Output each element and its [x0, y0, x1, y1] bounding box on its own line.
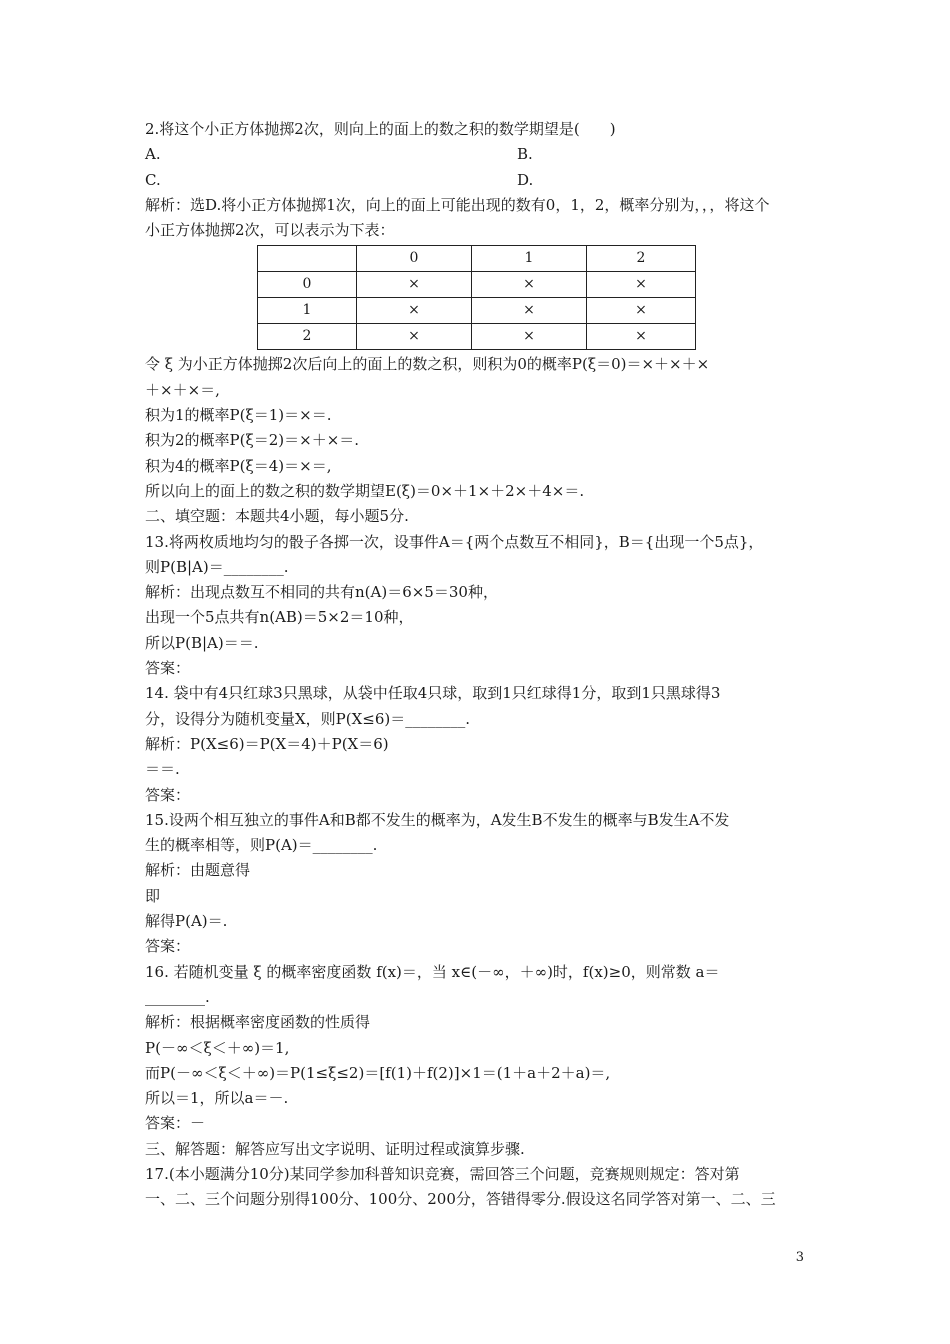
table-cell: 0: [357, 246, 472, 272]
option-a: A.: [145, 145, 161, 164]
solution-line: 解得P(A)＝.: [145, 912, 228, 931]
table-cell: 1: [258, 298, 357, 324]
solution-line: 所以向上的面上的数之积的数学期望E(ξ)＝0×＋1×＋2×＋4×＝.: [145, 481, 585, 500]
table-cell: ×: [472, 272, 587, 298]
solution-line: 解析：根据概率密度函数的性质得: [145, 1013, 371, 1032]
table-row: [258, 298, 696, 324]
solution-line: ＝＝.: [145, 760, 180, 779]
question-13-stem: 则P(B|A)＝________.: [145, 557, 289, 576]
solution-line: 所以＝1，所以a＝－.: [145, 1089, 289, 1108]
table-header-row: [258, 246, 696, 272]
solution-line: 解析：由题意得: [145, 861, 251, 880]
solution-line: 积为1的概率P(ξ＝1)＝×＝.: [145, 406, 332, 425]
table-cell: ×: [587, 324, 696, 350]
solution-line: 解析：P(X≤6)＝P(X＝4)＋P(X＝6): [145, 734, 389, 753]
table-cell: 0: [258, 272, 357, 298]
question-14-stem: 14. 袋中有4只红球3只黑球，从袋中任取4只球，取到1只红球得1分，取到1只黑球得3: [145, 684, 721, 703]
solution-line: 而P(－∞＜ξ＜＋∞)＝P(1≤ξ≤2)＝[f(1)＋f(2)]×1＝(1＋a＋2＋a)＝,: [145, 1063, 611, 1082]
solution-line: 解析：出现点数互不相同的共有n(A)＝6×5＝30种，: [145, 583, 498, 602]
option-c: C.: [145, 170, 161, 189]
question-16-stem: 16. 若随机变量 ξ 的概率密度函数 f(x)＝，当 x∈(－∞，＋∞)时，f(x)≥0，则常数 a＝: [145, 962, 720, 981]
table-cell: ×: [472, 298, 587, 324]
solution-line: 所以P(B|A)＝＝.: [145, 633, 259, 652]
table-cell: ×: [587, 298, 696, 324]
question-2-stem: 2.将这个小正方体抛掷2次，则向上的面上的数之积的数学期望是( ): [145, 120, 616, 138]
document-page: [145, 117, 810, 1213]
solution-line: 积为2的概率P(ξ＝2)＝×＋×＝.: [145, 431, 360, 450]
table-cell: ×: [357, 298, 472, 324]
option-b: B.: [517, 145, 533, 164]
table-cell: ×: [472, 324, 587, 350]
solution-line: 出现一个5点共有n(AB)＝5×2＝10种，: [145, 608, 414, 627]
table-cell: [258, 246, 357, 272]
answer-line: 答案：－: [145, 1114, 206, 1133]
solution-line: 小正方体抛掷2次，可以表示为下表：: [145, 221, 395, 240]
question-17-stem: 一、二、三个问题分别得100分、100分、200分，答错得零分.假设这名同学答对第一、二、三: [145, 1190, 776, 1209]
solution-line: 即: [145, 886, 161, 905]
question-2-options-row-1: [145, 142, 810, 167]
question-15-stem: 15.设两个相互独立的事件A和B都不发生的概率为，A发生B不发生的概率与B发生A不发: [145, 810, 730, 829]
question-2-options-row-2: [145, 168, 810, 193]
table-row: [258, 324, 696, 350]
table-cell: 2: [587, 246, 696, 272]
answer-line: 答案：: [145, 659, 191, 678]
solution-line: 解析：选D.将小正方体抛掷1次，向上的面上可能出现的数有0，1，2，概率分别为，，，将这个: [145, 195, 770, 214]
question-15-stem: 生的概率相等，则P(A)＝________.: [145, 836, 378, 855]
solution-line: ＋×＋×＝,: [145, 380, 220, 399]
question-16-stem: ________.: [145, 987, 210, 1006]
product-table: [257, 245, 696, 350]
table-cell: ×: [357, 272, 472, 298]
solution-line: P(－∞＜ξ＜＋∞)＝1,: [145, 1038, 290, 1057]
solution-line: 积为4的概率P(ξ＝4)＝×＝,: [145, 456, 332, 475]
table-cell: 2: [258, 324, 357, 350]
section-heading-fill-in: 二、填空题：本题共4小题，每小题5分.: [145, 507, 409, 526]
question-17-stem: 17.(本小题满分10分)某同学参加科普知识竞赛，需回答三个问题，竞赛规则规定：答对第: [145, 1164, 740, 1183]
answer-line: 答案：: [145, 937, 191, 956]
answer-line: 答案：: [145, 785, 191, 804]
table-row: [258, 272, 696, 298]
option-d: D.: [517, 170, 534, 189]
question-14-stem: 分，设得分为随机变量X，则P(X≤6)＝________.: [145, 709, 471, 728]
question-13-stem: 13.将两枚质地均匀的骰子各掷一次，设事件A＝{两个点数互不相同}，B＝{出现一个5点}，: [145, 532, 764, 551]
section-heading-solutions: 三、解答题：解答应写出文字说明、证明过程或演算步骤.: [145, 1139, 525, 1158]
table-cell: ×: [357, 324, 472, 350]
page-number: 3: [795, 1250, 804, 1265]
table-cell: ×: [587, 272, 696, 298]
table-cell: 1: [472, 246, 587, 272]
solution-line: 令 ξ 为小正方体抛掷2次后向上的面上的数之积，则积为0的概率P(ξ＝0)＝×＋×＋×: [145, 355, 710, 374]
